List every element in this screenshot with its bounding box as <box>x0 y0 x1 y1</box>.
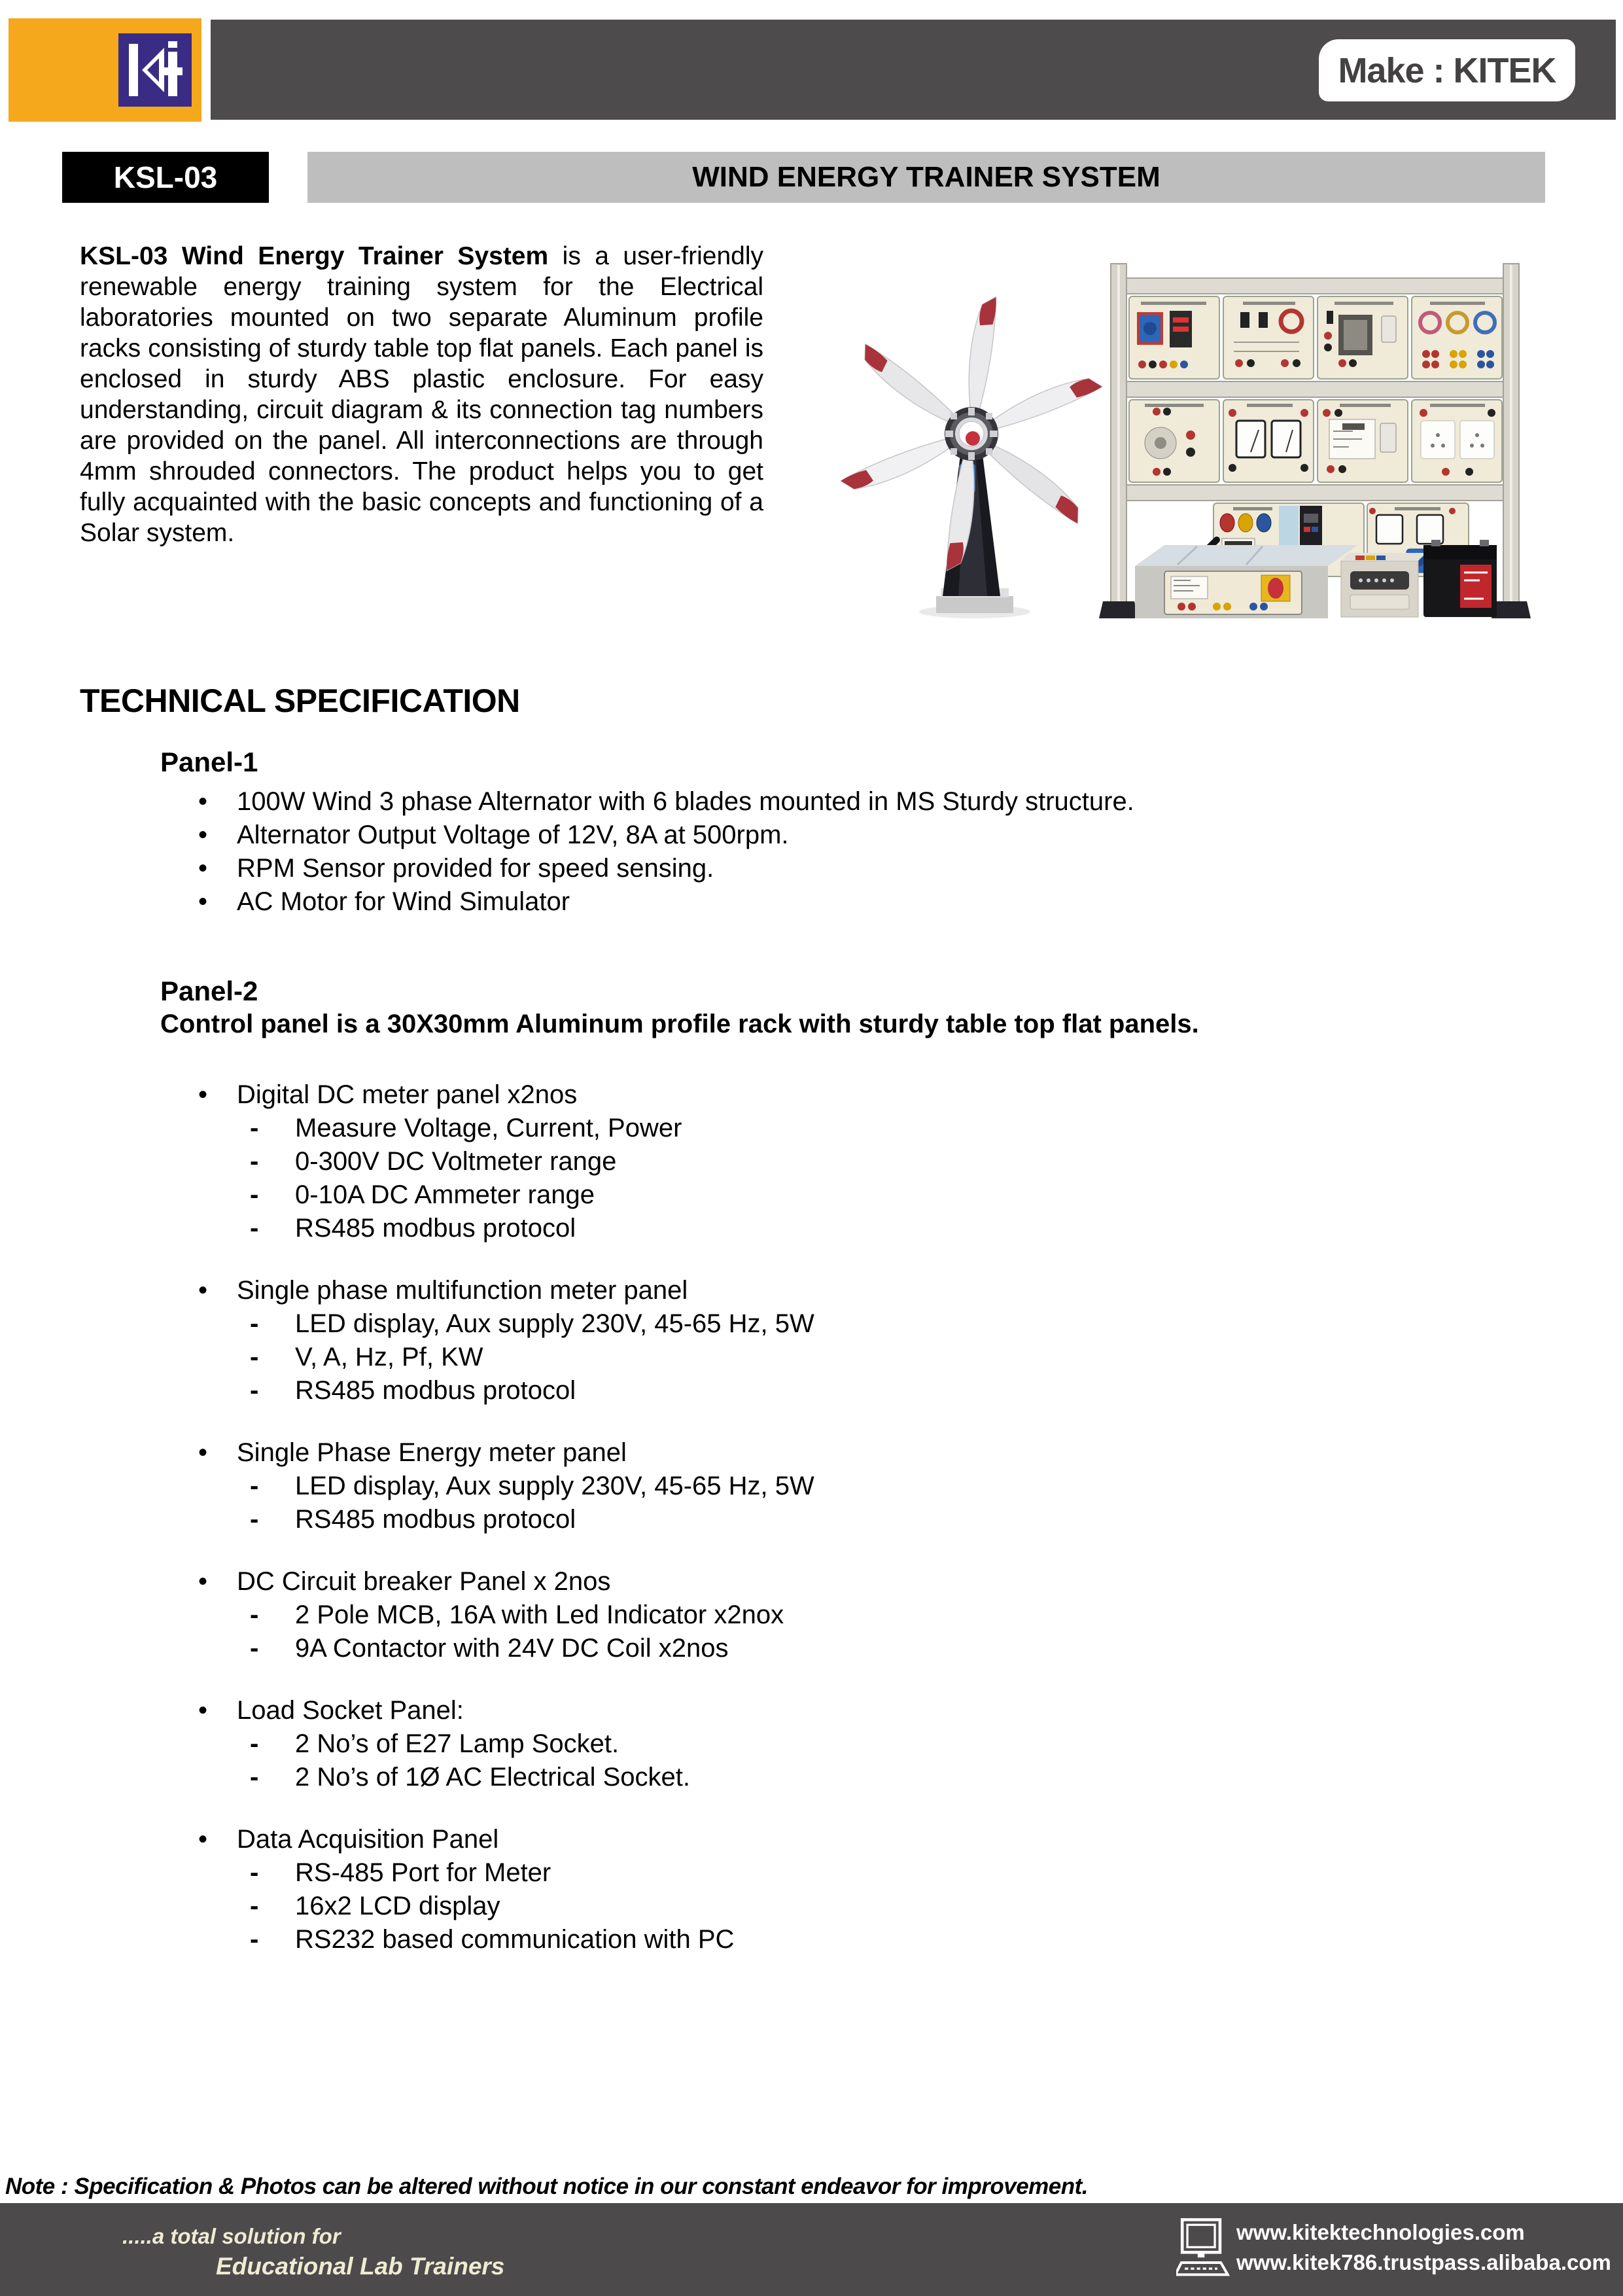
spec-sub-item: - LED display, Aux supply 230V, 45-65 Hz, 5W <box>160 1307 1567 1341</box>
footer-tagline-1: .....a total solution for <box>122 2224 341 2248</box>
footer-tagline-2: Educational Lab Trainers <box>216 2253 505 2280</box>
header-bar <box>211 20 1616 120</box>
kitek-logo <box>9 18 201 122</box>
wind-turbine-photo <box>808 258 1115 625</box>
spec-group-label: • Digital DC meter panel x2nos <box>160 1078 1567 1112</box>
kitek-logo-icon <box>118 33 192 107</box>
spec-group <box>160 1823 1567 1956</box>
model-code-box: KSL-03 <box>62 152 269 203</box>
spec-sub-item: - RS-485 Port for Meter <box>160 1856 1567 1890</box>
website-link-1[interactable]: www.kitektechnologies.com <box>1236 2220 1525 2244</box>
spec-sub-item: - RS232 based communication with PC <box>160 1923 1567 1956</box>
spec-group <box>160 1436 1567 1536</box>
spec-bullet-item: • 100W Wind 3 phase Alternator with 6 blades mounted in MS Sturdy structure. <box>160 785 1567 819</box>
spec-group-label: • Load Socket Panel: <box>160 1694 1567 1727</box>
panel2-title: Panel-2 <box>160 976 258 1006</box>
page-title: WIND ENERGY TRAINER SYSTEM <box>307 152 1545 203</box>
spec-bullet-item: • RPM Sensor provided for speed sensing. <box>160 852 1567 885</box>
spec-group-label: • DC Circuit breaker Panel x 2nos <box>160 1565 1567 1598</box>
panel2-groups <box>160 1078 1567 1956</box>
website-link-2[interactable]: www.kitek786.trustpass.alibaba.com <box>1236 2250 1611 2274</box>
spec-sub-item: - V, A, Hz, Pf, KW <box>160 1341 1567 1374</box>
spec-sub-item: - 2 No’s of E27 Lamp Socket. <box>160 1727 1567 1761</box>
make-badge: Make : KITEK <box>1319 39 1575 101</box>
spec-sub-item: - RS485 modbus protocol <box>160 1374 1567 1407</box>
spec-heading: TECHNICAL SPECIFICATION <box>80 682 520 719</box>
spec-bullet-item: • Alternator Output Voltage of 12V, 8A at 500rpm. <box>160 819 1567 852</box>
intro-lead: KSL-03 Wind Energy Trainer System <box>80 242 549 270</box>
intro-paragraph <box>80 241 763 548</box>
spec-group <box>160 1078 1567 1245</box>
trainer-rack-photo <box>1099 258 1531 625</box>
spec-sub-item: - 0-300V DC Voltmeter range <box>160 1145 1567 1178</box>
panel1-title: Panel-1 <box>160 747 258 777</box>
spec-group <box>160 1274 1567 1407</box>
spec-sub-item: - 16x2 LCD display <box>160 1890 1567 1923</box>
spec-sub-item: - 2 No’s of 1Ø AC Electrical Socket. <box>160 1761 1567 1794</box>
footer-websites <box>1236 2217 1611 2278</box>
spec-sub-item: - 9A Contactor with 24V DC Coil x2nos <box>160 1632 1567 1665</box>
spec-sub-item: - 2 Pole MCB, 16A with Led Indicator x2nox <box>160 1598 1567 1632</box>
spec-group-label: • Single phase multifunction meter panel <box>160 1274 1567 1307</box>
spec-group-label: • Data Acquisition Panel <box>160 1823 1567 1856</box>
spec-sub-item: - Measure Voltage, Current, Power <box>160 1112 1567 1145</box>
spec-group <box>160 1694 1567 1794</box>
spec-group <box>160 1565 1567 1665</box>
intro-body: is a user-friendly renewable energy training system for the Electrical laboratories mounted on two separate Aluminum profile racks consisting of sturdy table top flat panels. Each panel is enclosed in sturdy ABS plastic enclosure. For easy understanding, circuit diagram & its connection tag numbers are provided on the panel. All interconnections are through 4mm shrouded connectors. The product helps you to get fully acquainted with the basic concepts and functioning of a Solar system. <box>80 242 764 547</box>
footer-note: Note : Specification & Photos can be altered without notice in our constant endeavor for improvement. <box>5 2174 1088 2199</box>
spec-sub-item: - LED display, Aux supply 230V, 45-65 Hz, 5W <box>160 1470 1567 1503</box>
spec-body <box>160 746 1567 1985</box>
spec-sub-item: - RS485 modbus protocol <box>160 1212 1567 1245</box>
panel2-subtitle: Control panel is a 30X30mm Aluminum profile rack with sturdy table top flat panels. <box>160 1010 1199 1038</box>
spec-bullet-item: • AC Motor for Wind Simulator <box>160 885 1567 919</box>
computer-icon <box>1176 2216 1231 2285</box>
spec-group-label: • Single Phase Energy meter panel <box>160 1436 1567 1470</box>
spec-sub-item: - RS485 modbus protocol <box>160 1503 1567 1536</box>
footer-bar <box>0 2203 1623 2296</box>
spec-sub-item: - 0-10A DC Ammeter range <box>160 1178 1567 1212</box>
panel1-list <box>160 785 1567 919</box>
panel2-block <box>160 975 1567 1956</box>
